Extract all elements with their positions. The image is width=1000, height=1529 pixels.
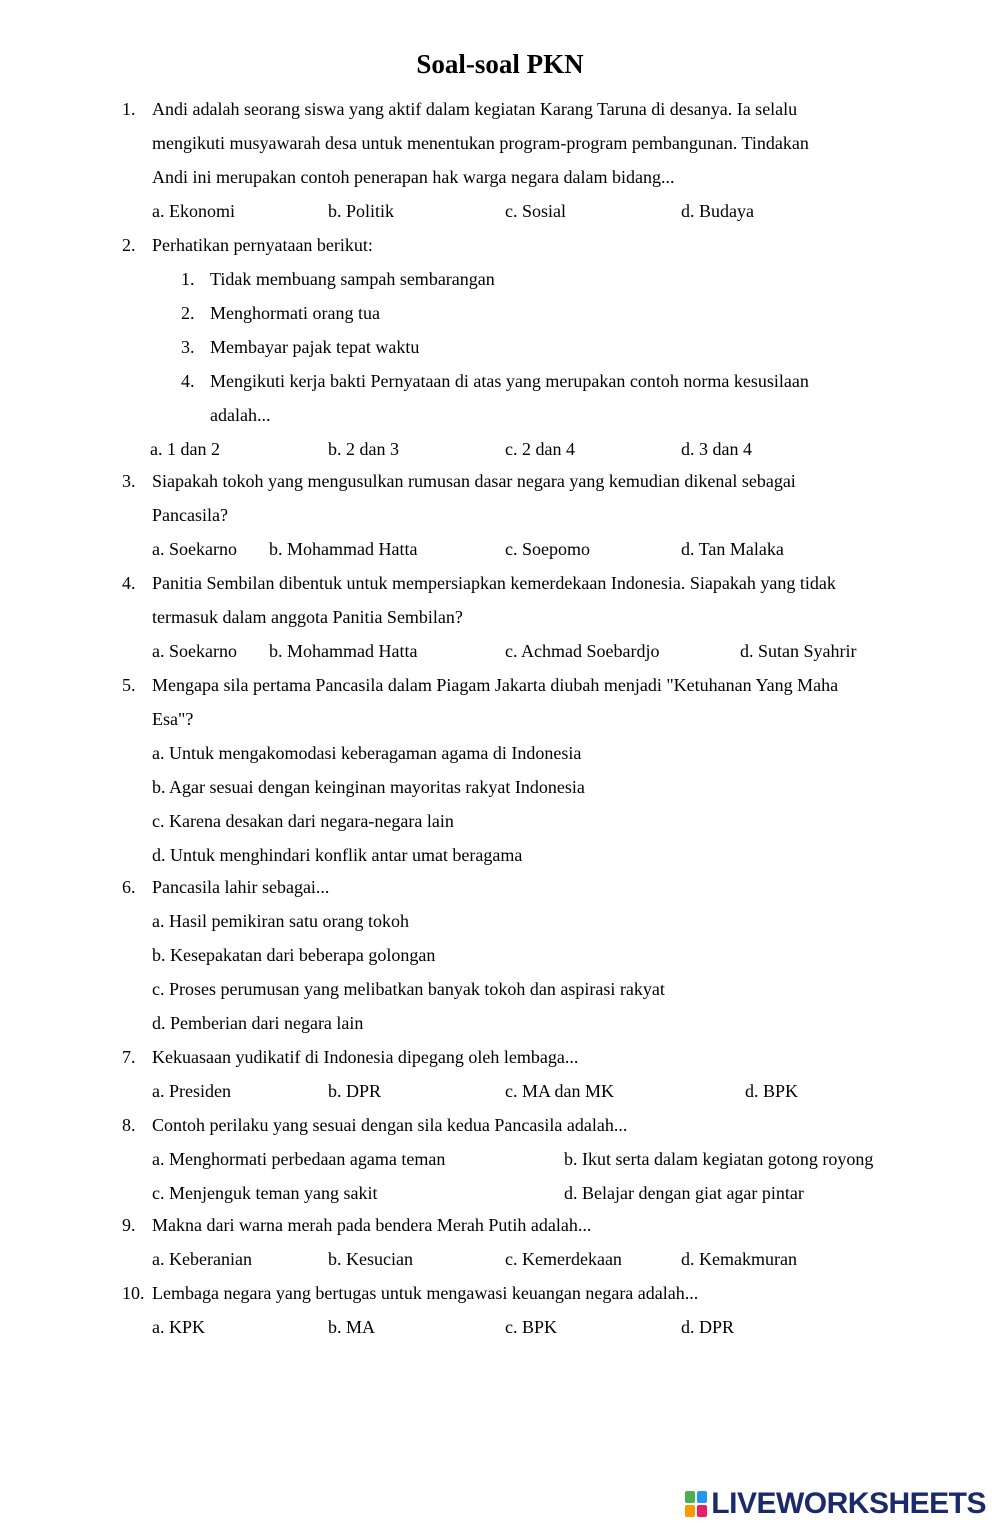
option-b[interactable]: b. Mohammad Hatta	[269, 539, 418, 559]
question-line: mengikuti musyawarah desa untuk menentukan program-program pembangunan. Tindakan	[152, 133, 809, 153]
logo-tile	[697, 1505, 707, 1517]
question-text	[152, 1208, 912, 1242]
option-d[interactable]: d. Pemberian dari negara lain	[152, 1013, 364, 1033]
option-a[interactable]: a. Soekarno	[152, 641, 237, 661]
option-b[interactable]: b. Politik	[328, 201, 395, 221]
option-c[interactable]: c. Sosial	[505, 201, 566, 221]
question-text	[152, 1040, 912, 1074]
statement-text: adalah...	[210, 405, 271, 425]
question-number: 7.	[122, 1047, 136, 1067]
question-line: Contoh perilaku yang sesuai dengan sila kedua Pancasila adalah...	[152, 1115, 628, 1135]
question-text	[152, 228, 912, 262]
question-line: Esa"?	[152, 709, 194, 729]
statement-text: Mengikuti kerja bakti Pernyataan di atas yang merupakan contoh norma kesusilaan	[210, 371, 809, 391]
question-text	[152, 668, 912, 736]
question-number: 6.	[122, 877, 136, 897]
option-a[interactable]: a. Keberanian	[152, 1249, 252, 1269]
logo-tile	[697, 1491, 707, 1503]
option-b[interactable]: b. Kesepakatan dari beberapa golongan	[152, 945, 436, 965]
question-number: 5.	[122, 675, 136, 695]
option-c[interactable]: c. 2 dan 4	[505, 439, 575, 459]
option-b[interactable]: b. Mohammad Hatta	[269, 641, 418, 661]
question-line: termasuk dalam anggota Panitia Sembilan?	[152, 607, 463, 627]
option-c[interactable]: c. Achmad Soebardjo	[505, 641, 660, 661]
question-line: Makna dari warna merah pada bendera Merah Putih adalah...	[152, 1215, 592, 1235]
option-a[interactable]: a. Ekonomi	[152, 201, 235, 221]
option-c[interactable]: c. BPK	[505, 1317, 558, 1337]
option-b[interactable]: b. Kesucian	[328, 1249, 413, 1269]
option-b[interactable]: b. 2 dan 3	[328, 439, 399, 459]
page-title: Soal-soal PKN	[416, 49, 584, 79]
statement-text: Tidak membuang sampah sembarangan	[210, 269, 495, 289]
question-number: 8.	[122, 1115, 136, 1135]
question-line: Andi ini merupakan contoh penerapan hak warga negara dalam bidang...	[152, 167, 675, 187]
question-number: 2.	[122, 235, 136, 255]
question-line: Pancasila lahir sebagai...	[152, 877, 330, 897]
question-text	[152, 464, 912, 532]
liveworksheets-icon	[685, 1491, 707, 1517]
question-text	[152, 870, 912, 904]
statement-number: 3.	[181, 337, 195, 357]
option-c[interactable]: c. MA dan MK	[505, 1081, 614, 1101]
option-c[interactable]: c. Kemerdekaan	[505, 1249, 622, 1269]
logo-text: LIVEWORKSHEETS	[711, 1487, 986, 1520]
option-d[interactable]: d. BPK	[745, 1081, 799, 1101]
statement-text: Menghormati orang tua	[210, 303, 380, 323]
question-number: 9.	[122, 1215, 136, 1235]
question-number: 1.	[122, 99, 136, 119]
option-d[interactable]: d. Budaya	[681, 201, 754, 221]
option-d[interactable]: d. Untuk menghindari konflik antar umat beragama	[152, 845, 523, 865]
question-text	[152, 92, 912, 194]
question-text	[152, 1108, 912, 1142]
option-a[interactable]: a. Presiden	[152, 1081, 231, 1101]
logo-tile	[685, 1491, 695, 1503]
question-number: 10.	[122, 1283, 145, 1303]
question-text	[152, 1276, 912, 1310]
question-line: Andi adalah seorang siswa yang aktif dalam kegiatan Karang Taruna di desanya. Ia selalu	[152, 99, 798, 119]
option-d[interactable]: d. Kemakmuran	[681, 1249, 797, 1269]
option-a[interactable]: a. Untuk mengakomodasi keberagaman agama di Indonesia	[152, 743, 582, 763]
statement-number: 1.	[181, 269, 195, 289]
option-a[interactable]: a. Soekarno	[152, 539, 237, 559]
question-line: Siapakah tokoh yang mengusulkan rumusan dasar negara yang kemudian dikenal sebagai	[152, 471, 796, 491]
question-number: 4.	[122, 573, 136, 593]
question-line: Mengapa sila pertama Pancasila dalam Piagam Jakarta diubah menjadi "Ketuhanan Yang Maha	[152, 675, 839, 695]
question-text	[152, 566, 912, 634]
question-line: Pancasila?	[152, 505, 228, 525]
option-d[interactable]: d. 3 dan 4	[681, 439, 752, 459]
option-a[interactable]: a. 1 dan 2	[150, 439, 220, 459]
option-c[interactable]: c. Proses perumusan yang melibatkan banyak tokoh dan aspirasi rakyat	[152, 979, 665, 999]
option-b[interactable]: b. DPR	[328, 1081, 382, 1101]
option-a[interactable]: a. Menghormati perbedaan agama teman	[152, 1149, 446, 1169]
logo-tile	[685, 1505, 695, 1517]
option-d[interactable]: d. Tan Malaka	[681, 539, 784, 559]
question-line: Lembaga negara yang bertugas untuk mengawasi keuangan negara adalah...	[152, 1283, 699, 1303]
option-b[interactable]: b. MA	[328, 1317, 376, 1337]
option-b[interactable]: b. Agar sesuai dengan keinginan mayoritas rakyat Indonesia	[152, 777, 585, 797]
option-c[interactable]: c. Soepomo	[505, 539, 590, 559]
question-number: 3.	[122, 471, 136, 491]
question-line: Perhatikan pernyataan berikut:	[152, 235, 373, 255]
option-c[interactable]: c. Karena desakan dari negara-negara lain	[152, 811, 454, 831]
liveworksheets-logo[interactable]	[685, 1486, 986, 1522]
statement-number: 4.	[181, 371, 195, 391]
option-d[interactable]: d. Belajar dengan giat agar pintar	[564, 1183, 804, 1203]
statement-number: 2.	[181, 303, 195, 323]
option-c[interactable]: c. Menjenguk teman yang sakit	[152, 1183, 378, 1203]
option-d[interactable]: d. Sutan Syahrir	[740, 641, 857, 661]
question-line: Kekuasaan yudikatif di Indonesia dipegang oleh lembaga...	[152, 1047, 579, 1067]
statement-text: Membayar pajak tepat waktu	[210, 337, 420, 357]
option-a[interactable]: a. KPK	[152, 1317, 205, 1337]
option-a[interactable]: a. Hasil pemikiran satu orang tokoh	[152, 911, 409, 931]
option-d[interactable]: d. DPR	[681, 1317, 735, 1337]
option-b[interactable]: b. Ikut serta dalam kegiatan gotong royong	[564, 1149, 874, 1169]
question-line: Panitia Sembilan dibentuk untuk mempersiapkan kemerdekaan Indonesia. Siapakah yang tidak	[152, 573, 836, 593]
